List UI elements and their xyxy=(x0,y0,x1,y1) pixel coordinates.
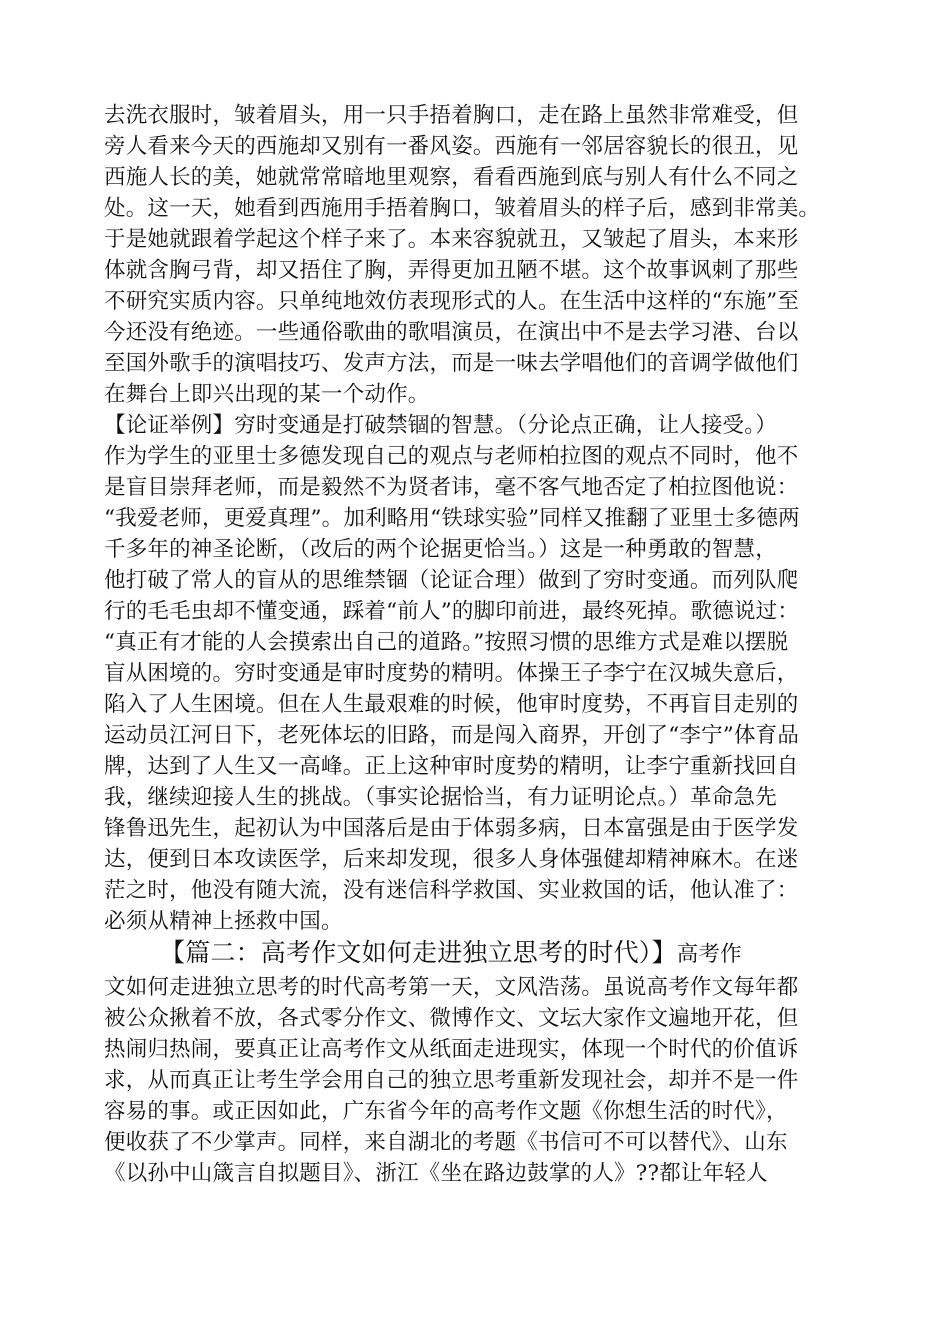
text-line: 求，从而真正让考生学会用自己的独立思考重新发现社会，却并不是一件 xyxy=(104,1068,799,1093)
text-line: 在舞台上即兴出现的某一个动作。 xyxy=(104,382,430,407)
section-label-line: 【论证举例】穷时变通是打破禁锢的智慧。（分论点正确，让人接受。） xyxy=(104,413,777,438)
text-line: 于是她就跟着学起这个样子来了。本来容貌就丑，又皱起了眉头，本来形 xyxy=(104,227,799,252)
text-line: 盲从困境的。穷时变通是审时度势的精明。体操王子李宁在汉城失意后， xyxy=(104,661,799,686)
text-line: 作为学生的亚里士多德发现自己的观点与老师柏拉图的观点不同时，他不 xyxy=(104,444,799,469)
section-heading: 【篇二：高考作文如何走进独立思考的时代）】 xyxy=(160,938,677,967)
text-line: 热闹归热闹，要真正让高考作文从纸面走进现实，体现一个时代的价值诉 xyxy=(104,1037,799,1062)
text-line: 文如何走进独立思考的时代高考第一天，文风浩荡。虽说高考作文每年都 xyxy=(104,975,799,1000)
text-line: 不研究实质内容。只单纯地效仿表现形式的人。在生活中这样的“东施”至 xyxy=(104,289,800,314)
text-line: 去洗衣服时，皱着眉头，用一只手捂着胸口，走在路上虽然非常难受，但 xyxy=(104,103,799,128)
text-line: 至国外歌手的演唱技巧、发声方法，而是一味去学唱他们的音调学做他们 xyxy=(104,351,799,376)
text-line: 千多年的神圣论断，（改后的两个论据更恰当。）这是一种勇敢的智慧， xyxy=(104,537,777,562)
text-line: 运动员江河日下，老死体坛的旧路，而是闯入商界，开创了“李宁”体育品 xyxy=(104,723,800,748)
text-line: 锋鲁迅先生，起初认为中国落后是由于体弱多病，日本富强是由于医学发 xyxy=(104,816,799,841)
text-line: 今还没有绝迹。一些通俗歌曲的歌唱演员，在演出中不是去学习港、台以 xyxy=(104,320,799,345)
text-line: 被公众揪着不放，各式零分作文、微博作文、文坛大家作文遍地开花，但 xyxy=(104,1006,799,1031)
text-line: 他打破了常人的盲从的思维禁锢（论证合理）做到了穷时变通。而列队爬 xyxy=(104,568,799,593)
text-line: “真正有才能的人会摸索出自己的道路。”按照习惯的思维方式是难以摆脱 xyxy=(104,630,789,655)
text-line: 必须从精神上拯救中国。 xyxy=(104,909,343,934)
text-line: 达，便到日本攻读医学，后来却发现，很多人身体强健却精神麻木。在迷 xyxy=(104,847,799,872)
text-line: 茫之时，他没有随大流，没有迷信科学救国、实业救国的话，他认准了： xyxy=(104,878,799,903)
text-line: 旁人看来今天的西施却又别有一番风姿。西施有一邻居容貌长的很丑，见 xyxy=(104,134,799,159)
text-line: 我，继续迎接人生的挑战。（事实论据恰当，有力证明论点。）革命急先 xyxy=(104,785,777,810)
text-line: 处。这一天，她看到西施用手捂着胸口，皱着眉头的样子后，感到非常美。 xyxy=(104,196,821,221)
text-line: 体就含胸弓背，却又捂住了胸，弄得更加丑陋不堪。这个故事讽刺了那些 xyxy=(104,258,799,283)
text-line: 牌，达到了人生又一高峰。正上这种审时度势的精明，让李宁重新找回自 xyxy=(104,754,799,779)
text-line: 是盲目崇拜老师，而是毅然不为贤者讳，毫不客气地否定了柏拉图他说： xyxy=(104,475,799,500)
text-line: 行的毛毛虫却不懂变通，踩着“前人”的脚印前进，最终死掉。歌德说过： xyxy=(104,599,800,624)
text-line: 容易的事。或正因如此，广东省今年的高考作文题《你想生活的时代》， xyxy=(104,1099,788,1124)
heading-tail-text: 高考作 xyxy=(676,942,742,967)
section-heading-line xyxy=(160,940,870,968)
text-line: 便收获了不少掌声。同样，来自湖北的考题《书信可不可以替代》、山东 xyxy=(104,1130,788,1155)
text-line: “我爱老师，更爱真理”。加利略用“铁球实验”同样又推翻了亚里士多德两 xyxy=(104,506,800,531)
text-line: 《以孙中山箴言自拟题目》、浙江《坐在路边鼓掌的人》??都让年轻人 xyxy=(104,1161,768,1186)
text-line: 陷入了人生困境。但在人生最艰难的时候，他审时度势，不再盲目走别的 xyxy=(104,692,799,717)
text-line: 西施人长的美，她就常常暗地里观察，看看西施到底与别人有什么不同之 xyxy=(104,165,799,190)
